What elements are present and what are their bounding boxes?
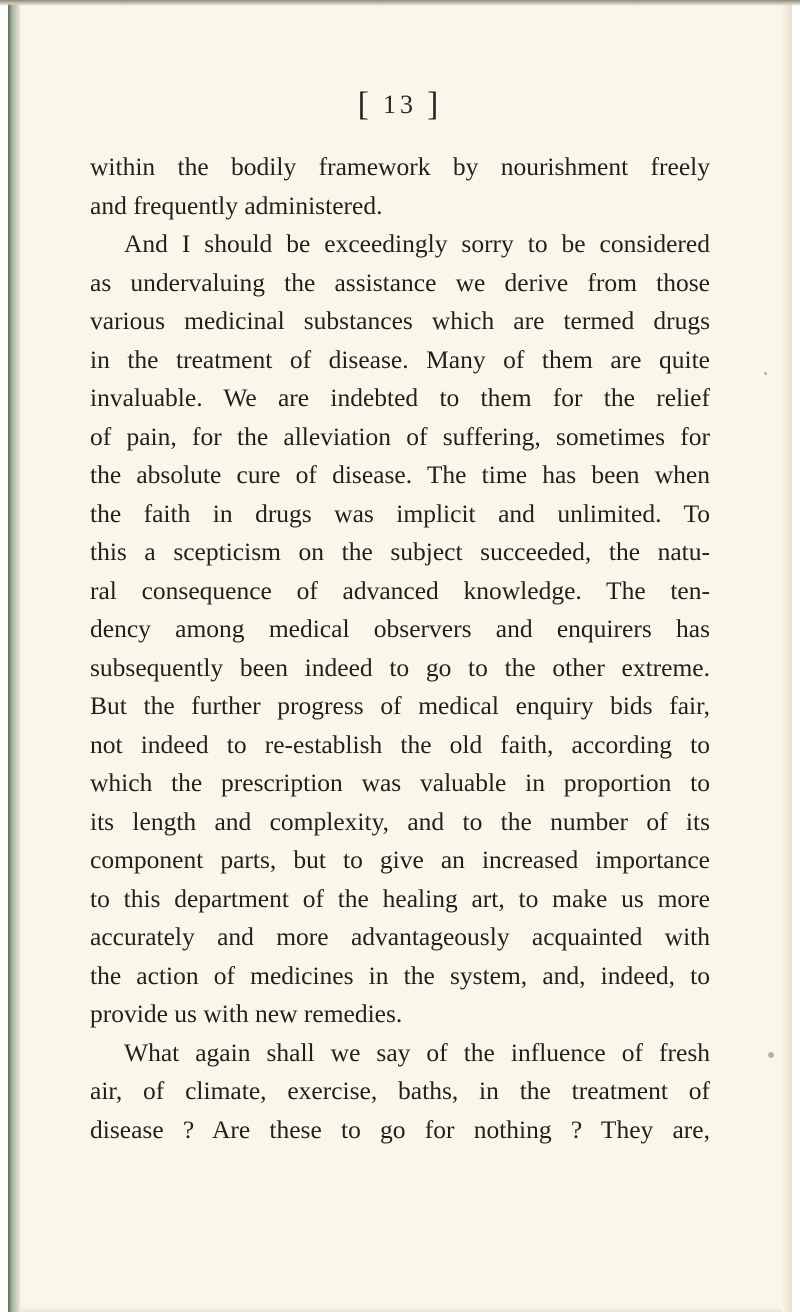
page-top-edge [0, 0, 800, 6]
text-line: provide us with new remedies. [90, 999, 403, 1028]
page-binding-edge [8, 0, 20, 1312]
text-line: the absolute cure of disease. The time has been when [90, 460, 710, 489]
body-text [90, 148, 710, 1149]
text-line: various medicinal substances which are termed drugs [90, 306, 710, 335]
text-line: within the bodily framework by nourishment freely [90, 152, 710, 181]
text-line: to this department of the healing art, to make us more [90, 883, 710, 913]
page-right-edge [782, 0, 792, 1312]
text-line: its length and complexity, and to the number of its [90, 806, 710, 836]
page-number-open-bracket: [ [357, 86, 373, 123]
text-line: accurately and more advantageously acquainted with [90, 922, 710, 951]
text-line: which the prescription was valuable in proportion to [90, 768, 710, 797]
text-line: ral consequence of advanced knowledge. The ten- [90, 575, 710, 605]
text-line: component parts, but to give an increased importance [90, 845, 710, 874]
text-line: of pain, for the alleviation of suffering, sometimes for [90, 421, 710, 451]
text-line: as undervaluing the assistance we derive from those [90, 267, 710, 297]
text-line: What again shall we say of the influence of fresh [124, 1037, 710, 1067]
text-line: disease ? Are these to go for nothing ? They are, [90, 1114, 710, 1144]
text-line: and frequently administered. [90, 190, 383, 220]
paper-speck [768, 1052, 774, 1058]
page-number [0, 86, 800, 124]
text-line: the faith in drugs was implicit and unlimited. To [90, 498, 710, 528]
text-line: invaluable. We are indebted to them for the relief [90, 383, 710, 412]
text-line: not indeed to re-establish the old faith, according to [90, 729, 710, 759]
text-line: the action of medicines in the system, and, indeed, to [90, 960, 710, 990]
text-line: subsequently been indeed to go to the other extreme. [90, 652, 710, 682]
text-line: And I should be exceedingly sorry to be considered [124, 229, 710, 258]
text-line: But the further progress of medical enquiry bids fair, [90, 691, 710, 720]
page-number-close-bracket: ] [427, 86, 443, 123]
text-line: in the treatment of disease. Many of them are quite [90, 344, 710, 374]
page-number-value: 13 [383, 90, 417, 119]
paper-speck [764, 372, 767, 375]
text-line: this a scepticism on the subject succeeded, the natu- [90, 537, 710, 566]
text-line: air, of climate, exercise, baths, in the treatment of [90, 1076, 710, 1105]
text-line: dency among medical observers and enquirers has [90, 614, 710, 643]
